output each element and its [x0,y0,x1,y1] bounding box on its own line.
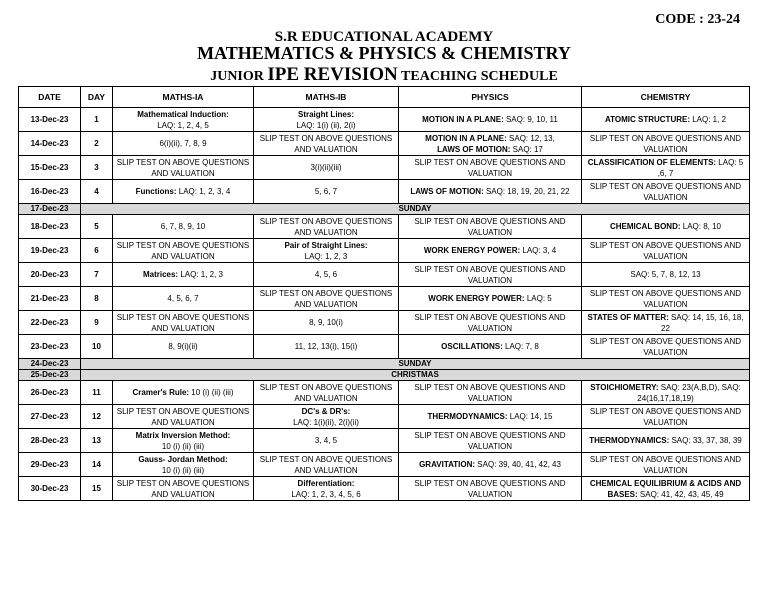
topic-detail: SLIP TEST ON ABOVE QUESTIONS AND VALUATION [259,288,393,309]
topic-detail: 3, 4, 5 [314,436,338,445]
maths-ib-cell [254,429,399,453]
day-cell: 10 [81,335,113,359]
date-cell: 22-Dec-23 [19,311,81,335]
day-cell: 11 [81,381,113,405]
table-row [19,239,750,263]
maths-ib-cell [254,287,399,311]
topic-label: CHEMICAL BOND: [610,222,681,231]
table-row [19,335,750,359]
topic-detail: LAQ: 1, 2, 3, 4, 5, 6 [291,489,361,499]
table-header-row [19,87,750,108]
date-cell: 23-Dec-23 [19,335,81,359]
column-header-day: DAY [81,87,113,108]
column-header-maths-ib: MATHS-IB [254,87,399,108]
chemistry-cell [582,477,750,501]
topic-detail: LAQ: 14, 15 [507,412,553,421]
topic-detail: SAQ: 23(A,B,D), SAQ: 24(16,17,18,19) [637,382,741,403]
maths-ia-cell [113,108,254,132]
topic-detail: SLIP TEST ON ABOVE QUESTIONS AND VALUATION [116,478,250,499]
day-cell: 8 [81,287,113,311]
table-row [19,263,750,287]
chemistry-cell [582,156,750,180]
holiday-label: CHRISTMAS [81,370,750,381]
maths-ia-cell [113,453,254,477]
chemistry-cell [582,263,750,287]
physics-cell [399,263,582,287]
maths-ia-cell [113,180,254,204]
date-cell: 18-Dec-23 [19,215,81,239]
maths-ib-cell [254,335,399,359]
topic-label: GRAVITATION: [419,460,476,469]
table-row [19,215,750,239]
topic-label: WORK ENERGY POWER: [423,246,521,255]
topic-detail: SAQ: 5, 7, 8, 12, 13 [630,270,701,279]
maths-ib-cell [254,311,399,335]
maths-ib-cell [254,239,399,263]
topic-label: STOICHIOMETRY: [590,382,659,392]
topic-label: THERMODYNAMICS: [427,412,508,421]
maths-ib-cell [254,263,399,287]
date-cell: 21-Dec-23 [19,287,81,311]
topic-detail: SAQ: 18, 19, 20, 21, 22 [483,187,570,196]
physics-cell [399,311,582,335]
column-header-maths-ia: MATHS-IA [113,87,254,108]
physics-cell [399,108,582,132]
topic-detail: SLIP TEST ON ABOVE QUESTIONS AND VALUATION [259,216,393,237]
topic-detail: LAQ: 8, 10 [680,222,721,231]
chemistry-cell [582,132,750,156]
topic-detail: 10 (i) (ii) (iii) [161,441,205,451]
chemistry-cell [582,108,750,132]
day-cell: 15 [81,477,113,501]
schedule-table [18,86,750,501]
chemistry-cell [582,215,750,239]
physics-cell [399,477,582,501]
date-cell: 17-Dec-23 [19,204,81,215]
topic-detail: LAQ: 1, 2, 4, 5 [157,120,209,130]
topic-label: CLASSIFICATION OF ELEMENTS: [587,157,717,167]
topic-detail: SLIP TEST ON ABOVE QUESTIONS AND VALUATION [589,288,742,309]
schedule-title-prefix: JUNIOR [210,69,268,84]
table-row [19,477,750,501]
maths-ib-cell [254,477,399,501]
topic-label: STATES OF MATTER: [587,312,669,322]
topic-label: Functions: [135,187,177,196]
day-cell: 9 [81,311,113,335]
topic-detail: SLIP TEST ON ABOVE QUESTIONS AND VALUATION [589,336,742,357]
topic-detail: LAQ: 1, 2 [690,115,727,124]
table-row [19,429,750,453]
topic-detail: 5, 6, 7 [314,187,338,196]
maths-ib-cell [254,180,399,204]
holiday-label: SUNDAY [81,359,750,370]
schedule-title [0,64,768,86]
topic-detail: SLIP TEST ON ABOVE QUESTIONS AND VALUATION [589,133,742,154]
date-cell: 29-Dec-23 [19,453,81,477]
topic-label: ATOMIC STRUCTURE: [604,115,690,124]
maths-ia-cell [113,311,254,335]
physics-cell [399,335,582,359]
date-cell: 26-Dec-23 [19,381,81,405]
topic-detail: SLIP TEST ON ABOVE QUESTIONS AND VALUATION [116,406,250,427]
day-cell: 6 [81,239,113,263]
chemistry-cell [582,335,750,359]
maths-ia-cell [113,287,254,311]
holiday-label: SUNDAY [81,204,750,215]
maths-ib-cell [254,405,399,429]
date-cell: 16-Dec-23 [19,180,81,204]
date-cell: 25-Dec-23 [19,370,81,381]
topic-label: OSCILLATIONS: [441,342,503,351]
physics-cell [399,215,582,239]
maths-ib-cell [254,215,399,239]
chemistry-cell [582,287,750,311]
schedule-body [19,108,750,501]
day-cell: 3 [81,156,113,180]
holiday-row [19,370,750,381]
topic-label: Straight Lines: [297,109,354,119]
day-cell: 1 [81,108,113,132]
topic-detail: 3(i)(ii)(iii) [310,163,342,172]
column-header-date: DATE [19,87,81,108]
date-cell: 24-Dec-23 [19,359,81,370]
chemistry-cell [582,453,750,477]
topic-detail: LAQ: 1, 2, 3 [304,251,348,261]
topic-detail: 4, 5, 6 [314,270,338,279]
day-cell: 2 [81,132,113,156]
maths-ia-cell [113,381,254,405]
column-header-physics: PHYSICS [399,87,582,108]
maths-ia-cell [113,132,254,156]
topic-detail: SLIP TEST ON ABOVE QUESTIONS AND VALUATION [414,430,566,451]
maths-ia-cell [113,405,254,429]
table-row [19,132,750,156]
topic-detail: SLIP TEST ON ABOVE QUESTIONS AND VALUATION [414,216,566,237]
maths-ia-cell [113,477,254,501]
day-cell: 13 [81,429,113,453]
topic-detail: 6, 7, 8, 9, 10 [160,222,206,231]
maths-ia-cell [113,156,254,180]
chemistry-cell [582,429,750,453]
date-cell: 27-Dec-23 [19,405,81,429]
topic-detail: SAQ: 39, 40, 41, 42, 43 [475,460,561,469]
topic-detail: SLIP TEST ON ABOVE QUESTIONS AND VALUATION [259,133,393,154]
topic-detail: 10 (i) (ii) (iii) [161,465,205,475]
chemistry-cell [582,405,750,429]
maths-ia-cell [113,263,254,287]
topic-detail: SLIP TEST ON ABOVE QUESTIONS AND VALUATION [259,382,393,403]
topic-detail: 11, 12, 13(i), 15(i) [294,342,358,351]
table-row [19,405,750,429]
chemistry-cell [582,311,750,335]
topic-detail: SAQ: 41, 42, 43, 45, 49 [637,489,724,499]
chemistry-cell [582,381,750,405]
maths-ib-cell [254,156,399,180]
topic-label: LAWS OF MOTION: [410,187,484,196]
physics-cell [399,287,582,311]
topic-detail: SLIP TEST ON ABOVE QUESTIONS AND VALUATION [259,454,393,475]
chemistry-cell [582,180,750,204]
topic-label: DC's & DR's: [301,406,351,416]
topic-detail: SLIP TEST ON ABOVE QUESTIONS AND VALUATION [116,240,250,261]
table-row [19,453,750,477]
topic-label: Gauss- Jordan Method: [138,454,228,464]
topic-label: Matrix Inversion Method: [135,430,231,440]
date-cell: 28-Dec-23 [19,429,81,453]
topic-label: Matrices: [142,270,179,279]
physics-cell [399,132,582,156]
day-cell: 14 [81,453,113,477]
physics-cell [399,156,582,180]
date-cell: 20-Dec-23 [19,263,81,287]
topic-detail: SAQ: 9, 10, 11 [503,115,558,124]
topic-detail: LAQ: 5 ,6, 7 [657,157,744,178]
table-row [19,311,750,335]
maths-ib-cell [254,108,399,132]
topic-detail: LAQ: 1(i)(ii), 2(i)(ii) [293,417,359,427]
topic-detail: SAQ: 17 [510,144,543,154]
topic-label: Differentiation: [297,478,355,488]
maths-ia-cell [113,335,254,359]
topic-label: THERMODYNAMICS: [589,436,670,445]
day-cell: 4 [81,180,113,204]
topic-label: LAWS OF MOTION: [437,144,511,154]
maths-ib-cell [254,132,399,156]
topic-detail: LAQ: 1, 2, 3 [178,270,224,279]
document-code: CODE : 23-24 [655,12,740,27]
physics-cell [399,405,582,429]
subjects-title: MATHEMATICS & PHYSICS & CHEMISTRY [197,43,571,63]
maths-ib-cell [254,453,399,477]
topic-label: MOTION IN A PLANE: [422,115,504,124]
topic-detail: SLIP TEST ON ABOVE QUESTIONS AND VALUATION [589,181,742,202]
maths-ia-cell [113,239,254,263]
table-row [19,180,750,204]
day-cell: 7 [81,263,113,287]
table-row [19,381,750,405]
schedule-title-main: IPE REVISION [267,64,398,85]
topic-label: MOTION IN A PLANE: [425,133,507,143]
topic-detail: 6(i)(ii), 7, 8, 9 [159,139,207,148]
topic-detail: LAQ: 3, 4 [520,246,557,255]
schedule-title-suffix: TEACHING SCHEDULE [397,69,558,84]
day-cell: 5 [81,215,113,239]
physics-cell [399,381,582,405]
topic-detail: LAQ: 5 [524,294,552,303]
topic-detail: SAQ: 12, 13, [506,133,555,143]
topic-label: Cramer's Rule: [132,388,190,397]
topic-detail: SLIP TEST ON ABOVE QUESTIONS AND VALUATION [414,382,566,403]
table-row [19,156,750,180]
physics-cell [399,180,582,204]
physics-cell [399,429,582,453]
topic-detail: SLIP TEST ON ABOVE QUESTIONS AND VALUATION [414,478,566,499]
topic-detail: SLIP TEST ON ABOVE QUESTIONS AND VALUATION [116,312,250,333]
topic-detail: SLIP TEST ON ABOVE QUESTIONS AND VALUATION [414,264,566,285]
maths-ia-cell [113,215,254,239]
physics-cell [399,453,582,477]
topic-detail: LAQ: 7, 8 [502,342,539,351]
table-row [19,108,750,132]
topic-detail: SLIP TEST ON ABOVE QUESTIONS AND VALUATION [589,240,742,261]
maths-ib-cell [254,381,399,405]
topic-detail: SLIP TEST ON ABOVE QUESTIONS AND VALUATION [116,157,250,178]
chemistry-cell [582,239,750,263]
topic-label: Mathematical Induction: [137,109,229,119]
table-row [19,287,750,311]
topic-label: Pair of Straight Lines: [284,240,368,250]
physics-cell [399,239,582,263]
topic-detail: SLIP TEST ON ABOVE QUESTIONS AND VALUATION [589,406,742,427]
topic-detail: LAQ: 1, 2, 3, 4 [176,187,231,196]
date-cell: 30-Dec-23 [19,477,81,501]
date-cell: 14-Dec-23 [19,132,81,156]
topic-detail: SLIP TEST ON ABOVE QUESTIONS AND VALUATION [414,312,566,333]
topic-detail: SAQ: 33, 37, 38, 39 [669,436,742,445]
day-cell: 12 [81,405,113,429]
topic-detail: 10 (i) (ii) (iii) [189,388,234,397]
topic-detail: 8, 9, 10(i) [309,318,343,327]
maths-ia-cell [113,429,254,453]
academy-name: S.R EDUCATIONAL ACADEMY [274,29,494,45]
topic-detail: 4, 5, 6, 7 [167,294,199,303]
topic-label: WORK ENERGY POWER: [428,294,525,303]
date-cell: 15-Dec-23 [19,156,81,180]
date-cell: 19-Dec-23 [19,239,81,263]
topic-detail: 8, 9(i)(ii) [168,342,198,351]
date-cell: 13-Dec-23 [19,108,81,132]
column-header-chemistry: CHEMISTRY [582,87,750,108]
holiday-row [19,204,750,215]
topic-detail: SLIP TEST ON ABOVE QUESTIONS AND VALUATION [589,454,742,475]
topic-detail: SLIP TEST ON ABOVE QUESTIONS AND VALUATION [414,157,566,178]
topic-label: CHEMICAL EQUILIBRIUM & ACIDS AND BASES: [589,478,742,499]
topic-detail: LAQ: 1(i) (ii), 2(i) [296,120,356,130]
holiday-row [19,359,750,370]
topic-detail: SAQ: 14, 15, 16, 18, 22 [661,312,744,333]
